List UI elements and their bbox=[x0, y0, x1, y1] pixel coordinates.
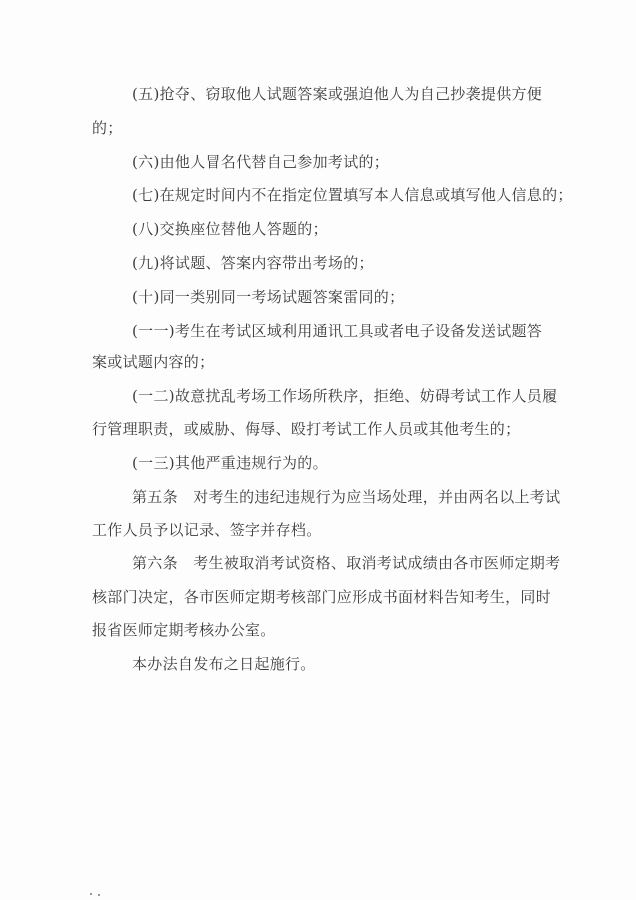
clause-13: (一三)其他严重违规行为的。 bbox=[132, 454, 328, 472]
article-5-line-1: 第五条 对考生的违纪违规行为应当场处理，并由两名以上考试 bbox=[132, 488, 561, 506]
clause-12-line-1: (一二)故意扰乱考场工作场所秩序，拒绝、妨碍考试工作人员履 bbox=[132, 387, 558, 405]
article-6-line-1: 第六条 考生被取消考试资格、取消考试成绩由各市医师定期考 bbox=[132, 554, 561, 572]
scan-speck bbox=[90, 893, 92, 895]
clause-8: (八)交换座位替他人答题的； bbox=[132, 220, 328, 238]
scan-speck bbox=[98, 894, 100, 896]
clause-6: (六)由他人冒名代替自己参加考试的； bbox=[132, 153, 390, 171]
clause-12-line-2: 行管理职责，或威胁、侮辱、殴打考试工作人员或其他考生的； bbox=[92, 420, 521, 438]
clause-10: (十)同一类别同一考场试题答案雷同的； bbox=[132, 288, 405, 306]
article-6-line-2: 核部门决定，各市医师定期考核部门应形成书面材料告知考生，同时 bbox=[92, 588, 552, 606]
clause-11-line-1: (一一)考生在考试区域利用通讯工具或者电子设备发送试题答 bbox=[132, 322, 543, 340]
effective-clause: 本办法自发布之日起施行。 bbox=[132, 655, 316, 673]
clause-9: (九)将试题、答案内容带出考场的； bbox=[132, 254, 374, 272]
article-5-line-2: 工作人员予以记录、签字并存档。 bbox=[92, 521, 322, 539]
article-6-line-3: 报省医师定期考核办公室。 bbox=[92, 621, 276, 639]
clause-11-line-2: 案或试题内容的； bbox=[92, 353, 215, 371]
clause-5-line-2: 的； bbox=[92, 119, 123, 137]
clause-7: (七)在规定时间内不在指定位置填写本人信息或填写他人信息的； bbox=[132, 186, 573, 204]
clause-5-line-1: (五)抢夺、窃取他人试题答案或强迫他人为自己抄袭提供方便 bbox=[132, 85, 543, 103]
